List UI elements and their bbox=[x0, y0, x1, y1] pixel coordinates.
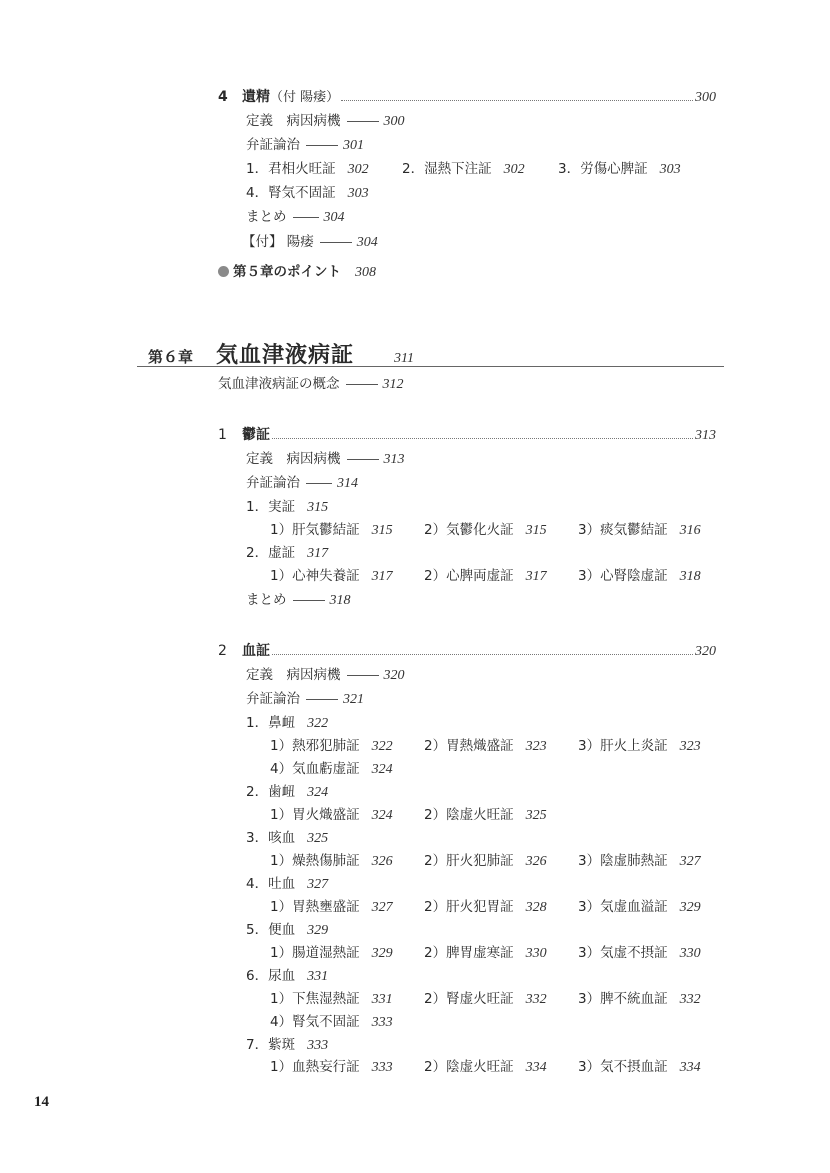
page-number: 333 bbox=[371, 1060, 393, 1075]
entry-label: 3）心腎陰虚証 bbox=[578, 568, 668, 584]
entry-label: 4）腎気不固証 bbox=[270, 1014, 360, 1030]
entry-label: 1．実証 bbox=[246, 499, 296, 515]
page-number: 315 bbox=[307, 500, 329, 515]
toc-row bbox=[270, 989, 715, 1010]
toc-row bbox=[270, 520, 715, 541]
entry-label: 4．吐血 bbox=[246, 876, 296, 892]
page-number: 332 bbox=[679, 992, 701, 1007]
chapter-divider bbox=[137, 366, 724, 367]
entry-label: 4．腎気不固証 bbox=[246, 185, 336, 201]
toc-group[interactable] bbox=[246, 713, 328, 734]
entry-label: 気血津液病証の概念 bbox=[218, 376, 340, 392]
entry-label: 1．鼻衄 bbox=[246, 715, 296, 731]
toc-entry[interactable] bbox=[578, 566, 701, 587]
page-number: 326 bbox=[525, 854, 547, 869]
toc-entry[interactable] bbox=[424, 736, 564, 757]
entry-label: 3）気虚不摂証 bbox=[578, 945, 668, 961]
entry-label: 3）肝火上炎証 bbox=[578, 738, 668, 754]
page-number: 317 bbox=[525, 569, 547, 584]
toc-entry[interactable] bbox=[270, 989, 410, 1010]
section-title: 遺精（付 陽痿） bbox=[242, 89, 340, 105]
toc-section-2-heading[interactable] bbox=[218, 641, 716, 662]
page-number: 327 bbox=[307, 877, 329, 892]
dash-leader bbox=[320, 242, 352, 243]
toc-row bbox=[270, 1012, 407, 1033]
dash-leader bbox=[346, 384, 378, 385]
page-number: 331 bbox=[307, 969, 329, 984]
entry-label: 3）痰気鬱結証 bbox=[578, 522, 668, 538]
entry-label: 1．君相火旺証 bbox=[246, 161, 336, 177]
section-number: 2 bbox=[218, 643, 227, 659]
page-number: 326 bbox=[371, 854, 393, 869]
entry-label: 定義 病因病機 bbox=[246, 667, 341, 683]
section-title: 鬱証 bbox=[242, 427, 270, 443]
toc-row bbox=[270, 805, 561, 826]
toc-entry[interactable] bbox=[578, 989, 701, 1010]
toc-group[interactable] bbox=[246, 497, 328, 518]
entry-label: 1）腸道湿熱証 bbox=[270, 945, 360, 961]
toc-group[interactable] bbox=[246, 828, 328, 849]
toc-entry[interactable] bbox=[424, 989, 564, 1010]
dash-leader bbox=[306, 699, 338, 700]
entry-label: 2）腎虚火旺証 bbox=[424, 991, 514, 1007]
toc-entry[interactable] bbox=[270, 759, 393, 780]
toc-row bbox=[270, 566, 715, 587]
entry-label: 3）脾不統血証 bbox=[578, 991, 668, 1007]
entry-label: 【付】 陽痿 bbox=[242, 234, 314, 250]
entry-label: 弁証論治 bbox=[246, 475, 300, 491]
dash-leader bbox=[347, 675, 379, 676]
toc-entry[interactable] bbox=[424, 943, 564, 964]
chapter-label: 第６章 bbox=[148, 348, 194, 366]
page-number: 313 bbox=[383, 452, 405, 467]
entry-label: 第５章のポイント bbox=[233, 264, 341, 280]
page-number: 327 bbox=[679, 854, 701, 869]
toc-group[interactable] bbox=[246, 874, 328, 895]
page-number: 333 bbox=[307, 1038, 329, 1053]
toc-entry[interactable] bbox=[270, 943, 410, 964]
bullet-icon bbox=[218, 266, 229, 277]
page-number: 325 bbox=[307, 831, 329, 846]
toc-entry[interactable] bbox=[270, 520, 410, 541]
toc-entry[interactable] bbox=[424, 520, 564, 541]
dot-leader bbox=[272, 653, 693, 655]
page-number: 315 bbox=[525, 523, 547, 538]
page-number: 312 bbox=[382, 377, 404, 392]
entry-label: 3．咳血 bbox=[246, 830, 296, 846]
toc-entry[interactable] bbox=[270, 897, 410, 918]
dash-leader bbox=[347, 121, 379, 122]
toc-group[interactable] bbox=[246, 543, 328, 564]
page-number: 317 bbox=[371, 569, 393, 584]
toc-entry[interactable] bbox=[424, 805, 547, 826]
entry-label: 定義 病因病機 bbox=[246, 113, 341, 129]
toc-entry-appendix[interactable] bbox=[242, 232, 378, 253]
page-number: 302 bbox=[347, 162, 369, 177]
toc-entry[interactable] bbox=[270, 1012, 393, 1033]
toc-entry-concept[interactable] bbox=[218, 374, 404, 395]
toc-entry[interactable] bbox=[558, 159, 681, 180]
page-number: 324 bbox=[307, 785, 329, 800]
entry-label: まとめ bbox=[246, 592, 287, 608]
page-number: 318 bbox=[329, 593, 351, 608]
page-number: 321 bbox=[343, 692, 364, 707]
toc-entry[interactable] bbox=[270, 736, 410, 757]
page-number: 334 bbox=[525, 1060, 547, 1075]
chapter-6-heading[interactable] bbox=[148, 338, 414, 369]
toc-entry[interactable] bbox=[270, 1057, 410, 1078]
entry-label: まとめ bbox=[246, 209, 287, 225]
toc-entry-matome[interactable] bbox=[246, 590, 351, 611]
toc-entry[interactable] bbox=[270, 805, 410, 826]
entry-label: 1）下焦湿熱証 bbox=[270, 991, 360, 1007]
toc-entry-bensho[interactable] bbox=[246, 689, 364, 710]
page-number: 332 bbox=[525, 992, 547, 1007]
toc-entry[interactable] bbox=[424, 897, 564, 918]
page-number: 303 bbox=[347, 186, 369, 201]
entry-label: 4）気血虧虚証 bbox=[270, 761, 360, 777]
toc-row bbox=[270, 736, 715, 757]
page-number: 322 bbox=[307, 716, 329, 731]
entry-label: 2）脾胃虚寒証 bbox=[424, 945, 514, 961]
page-number: 322 bbox=[371, 739, 393, 754]
toc-entry[interactable] bbox=[246, 159, 388, 180]
toc-entry-teigi[interactable] bbox=[246, 111, 405, 132]
page-number: 300 bbox=[695, 90, 716, 105]
toc-entry-teigi[interactable] bbox=[246, 449, 405, 470]
section-number: 1 bbox=[218, 427, 227, 443]
entry-label: 1）心神失養証 bbox=[270, 568, 360, 584]
page-number: 304 bbox=[323, 210, 345, 225]
toc-group[interactable] bbox=[246, 966, 328, 987]
page-number: 325 bbox=[525, 808, 547, 823]
toc-row bbox=[270, 897, 715, 918]
toc-entry[interactable] bbox=[270, 851, 410, 872]
toc-entry[interactable] bbox=[424, 1057, 564, 1078]
dash-leader bbox=[293, 217, 319, 218]
toc-entry[interactable] bbox=[578, 943, 701, 964]
page-folio: 14 bbox=[34, 1094, 49, 1110]
page-number: 300 bbox=[383, 114, 405, 129]
page-number: 329 bbox=[307, 923, 329, 938]
page-number: 323 bbox=[679, 739, 701, 754]
entry-label: 1）肝気鬱結証 bbox=[270, 522, 360, 538]
toc-entry-chapter5-point[interactable] bbox=[218, 262, 376, 283]
toc-entry[interactable] bbox=[246, 183, 369, 204]
toc-entry[interactable] bbox=[578, 1057, 701, 1078]
toc-row bbox=[270, 851, 715, 872]
entry-label: 3．労傷心脾証 bbox=[558, 161, 648, 177]
toc-entry[interactable] bbox=[578, 520, 701, 541]
entry-label: 2）胃熱熾盛証 bbox=[424, 738, 514, 754]
entry-label: 1）燥熱傷肺証 bbox=[270, 853, 360, 869]
entry-label: 1）血熱妄行証 bbox=[270, 1059, 360, 1075]
entry-label: 2）気鬱化火証 bbox=[424, 522, 514, 538]
dash-leader bbox=[306, 145, 338, 146]
entry-label: 弁証論治 bbox=[246, 691, 300, 707]
entry-label: 2．湿熱下注証 bbox=[402, 161, 492, 177]
section-number: 4 bbox=[218, 89, 228, 105]
toc-row bbox=[246, 183, 383, 204]
page-number: 334 bbox=[679, 1060, 701, 1075]
toc-entry[interactable] bbox=[578, 897, 701, 918]
dot-leader bbox=[341, 99, 693, 101]
entry-label: 2）陰虚火旺証 bbox=[424, 807, 514, 823]
entry-label: 2．歯衄 bbox=[246, 784, 296, 800]
entry-label: 3）気不摂血証 bbox=[578, 1059, 668, 1075]
entry-label: 3）陰虚肺熱証 bbox=[578, 853, 668, 869]
entry-label: 5．便血 bbox=[246, 922, 296, 938]
entry-label: 2）肝火犯胃証 bbox=[424, 899, 514, 915]
toc-entry[interactable] bbox=[424, 851, 564, 872]
toc-row bbox=[246, 159, 695, 180]
toc-group[interactable] bbox=[246, 920, 328, 941]
page-number: 303 bbox=[659, 162, 681, 177]
dot-leader bbox=[272, 437, 693, 439]
entry-label: 2）心脾両虚証 bbox=[424, 568, 514, 584]
entry-label: 1）熱邪犯肺証 bbox=[270, 738, 360, 754]
page-number: 313 bbox=[695, 428, 716, 443]
page-number: 317 bbox=[307, 546, 329, 561]
toc-section-1-heading[interactable] bbox=[218, 425, 716, 446]
toc-entry[interactable] bbox=[424, 566, 564, 587]
entry-label: 3）気虚血溢証 bbox=[578, 899, 668, 915]
page-number: 327 bbox=[371, 900, 393, 915]
page-number: 315 bbox=[371, 523, 393, 538]
page-number: 304 bbox=[356, 235, 378, 250]
page-number: 329 bbox=[371, 946, 393, 961]
toc-entry-bensho[interactable] bbox=[246, 473, 358, 494]
page-number: 333 bbox=[371, 1015, 393, 1030]
toc-section-4-heading[interactable] bbox=[218, 87, 716, 108]
toc-row bbox=[270, 943, 715, 964]
page-number: 324 bbox=[371, 808, 393, 823]
entry-label: 定義 病因病機 bbox=[246, 451, 341, 467]
page-number: 301 bbox=[343, 138, 364, 153]
dash-leader bbox=[306, 483, 332, 484]
toc-group[interactable] bbox=[246, 1035, 328, 1056]
entry-label: 2）陰虚火旺証 bbox=[424, 1059, 514, 1075]
page-number: 311 bbox=[394, 351, 414, 366]
entry-label: 1）胃熱壅盛証 bbox=[270, 899, 360, 915]
page-number: 329 bbox=[679, 900, 701, 915]
page-number: 331 bbox=[371, 992, 393, 1007]
page-number: 320 bbox=[383, 668, 405, 683]
page-number: 324 bbox=[371, 762, 393, 777]
toc-row bbox=[270, 1057, 715, 1078]
entry-label: 6．尿血 bbox=[246, 968, 296, 984]
entry-label: 1）胃火熾盛証 bbox=[270, 807, 360, 823]
page-number: 323 bbox=[525, 739, 547, 754]
entry-label: 7．紫斑 bbox=[246, 1037, 296, 1053]
entry-label: 2）肝火犯肺証 bbox=[424, 853, 514, 869]
toc-entry-bensho[interactable] bbox=[246, 135, 364, 156]
page-number: 320 bbox=[695, 644, 716, 659]
chapter-title: 気血津液病証 bbox=[216, 342, 355, 368]
page-number: 318 bbox=[679, 569, 701, 584]
dash-leader bbox=[347, 459, 379, 460]
page-number: 314 bbox=[337, 476, 358, 491]
page-number: 330 bbox=[525, 946, 547, 961]
toc-entry-matome[interactable] bbox=[246, 207, 345, 228]
toc-row bbox=[270, 759, 407, 780]
toc-entry-teigi[interactable] bbox=[246, 665, 405, 686]
toc-group[interactable] bbox=[246, 782, 328, 803]
toc-entry[interactable] bbox=[402, 159, 544, 180]
page-number: 316 bbox=[679, 523, 701, 538]
toc-entry[interactable] bbox=[578, 736, 701, 757]
toc-entry[interactable] bbox=[578, 851, 701, 872]
entry-label: 弁証論治 bbox=[246, 137, 300, 153]
page-number: 308 bbox=[355, 265, 376, 280]
dash-leader bbox=[293, 600, 325, 601]
entry-label: 2．虚証 bbox=[246, 545, 296, 561]
page-number: 302 bbox=[503, 162, 525, 177]
toc-entry[interactable] bbox=[270, 566, 410, 587]
page-number: 330 bbox=[679, 946, 701, 961]
page-number: 328 bbox=[525, 900, 547, 915]
section-title: 血証 bbox=[242, 643, 270, 659]
